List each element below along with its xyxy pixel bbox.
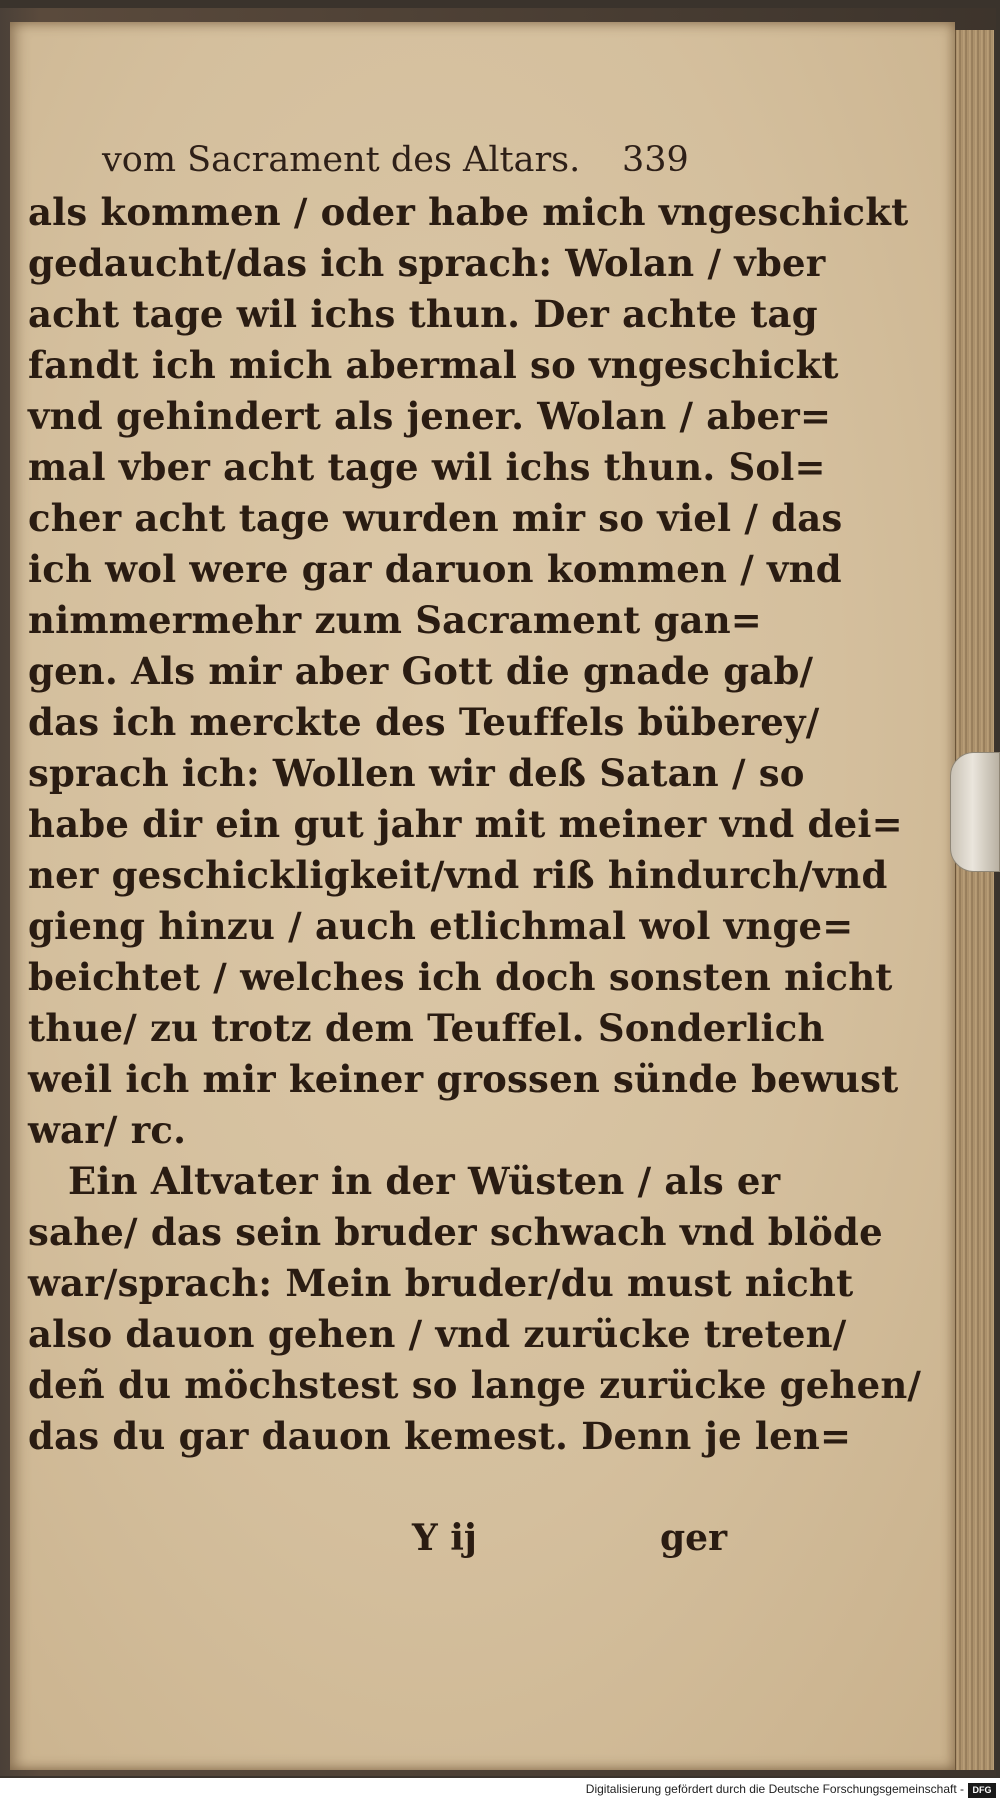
text-line: cher acht tage wurden mir so viel / das (28, 496, 843, 540)
text-line: gen. Als mir aber Gott die gnade gab/ (28, 649, 814, 693)
credit-bar (0, 1778, 1000, 1804)
text-line: war/ rc. (28, 1108, 187, 1152)
text-line: gedaucht/das ich sprach: Wolan / vber (28, 241, 826, 285)
text-line: fandt ich mich abermal so vngeschickt (28, 343, 839, 387)
text-line: deñ du möchstest so lange zurücke gehen/ (28, 1363, 922, 1407)
text-line: das ich merckte des Teuffels büberey/ (28, 700, 820, 744)
text-line: nimmermehr zum Sacrament gan= (28, 598, 763, 642)
text-line: habe dir ein gut jahr mit meiner vnd dei= (28, 802, 903, 846)
bookmark-tab (950, 752, 1000, 872)
credit-text: Digitalisierung gefördert durch die Deutsche Forschungsgemeinschaft - (585, 1782, 964, 1796)
book-page (10, 22, 955, 1770)
text-line: das du gar dauon kemest. Denn je len= (28, 1414, 852, 1458)
text-line: sprach ich: Wollen wir deß Satan / so (28, 751, 805, 795)
text-line: weil ich mir keiner grossen sünde bewust (28, 1057, 899, 1101)
text-line: gieng hinzu / auch etlichmal wol vnge= (28, 904, 854, 948)
running-head: vom Sacrament des Altars. (102, 140, 581, 180)
paragraph-first-line: Ein Altvater in der Wüsten / als er (68, 1159, 781, 1203)
text-line: acht tage wil ichs thun. Der achte tag (28, 292, 818, 336)
text-line: thue/ zu trotz dem Teuffel. Sonderlich (28, 1006, 825, 1050)
text-line: als kommen / oder habe mich vngeschickt (28, 190, 909, 234)
text-line: vnd gehindert als jener. Wolan / aber= (28, 394, 832, 438)
text-line: mal vber acht tage wil ichs thun. Sol= (28, 445, 826, 489)
catchword: ger (660, 1517, 728, 1559)
text-line: sahe/ das sein bruder schwach vnd blöde (28, 1210, 883, 1254)
text-line: war/sprach: Mein bruder/du must nicht (28, 1261, 854, 1305)
dfg-logo: DFG (968, 1783, 996, 1798)
page-edges (955, 30, 994, 1770)
text-line: also dauon gehen / vnd zurücke treten/ (28, 1312, 847, 1356)
signature-mark: Y ij (412, 1517, 477, 1559)
page-number: 339 (622, 140, 689, 180)
text-line: ich wol were gar daruon kommen / vnd (28, 547, 842, 591)
text-line: ner geschickligkeit/vnd riß hindurch/vnd (28, 853, 888, 897)
text-line: beichtet / welches ich doch sonsten nicht (28, 955, 893, 999)
